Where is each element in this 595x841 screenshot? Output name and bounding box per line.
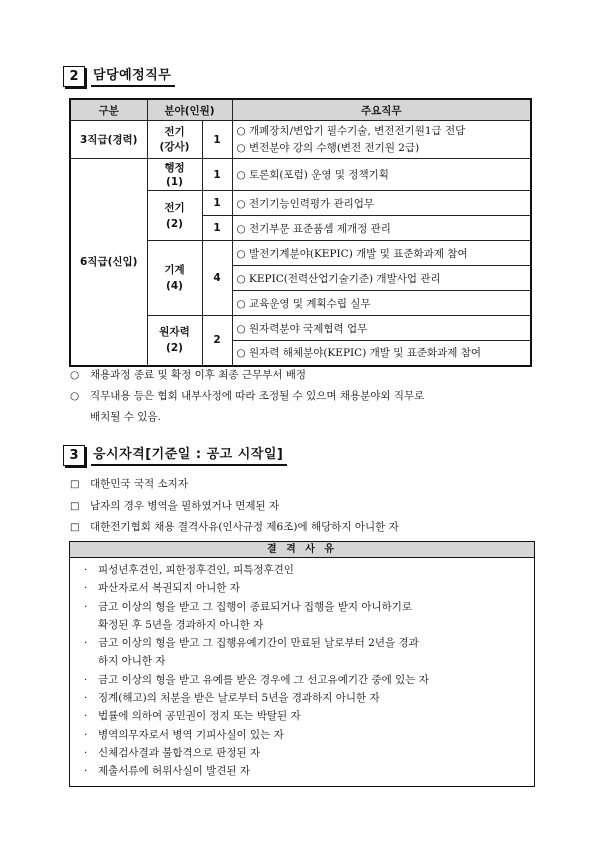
- count-cell: 1: [202, 121, 232, 159]
- duty-cell: ○ 원자력분야 국제협력 업무: [232, 316, 531, 341]
- item-text: 대한민국 국적 소지자: [90, 478, 188, 490]
- table-header-row: [70, 99, 531, 121]
- list-item: [70, 386, 540, 407]
- qualification-list: [70, 474, 399, 539]
- bullet-marker: ·: [84, 673, 88, 686]
- list-item: [70, 365, 540, 386]
- duty-cell: ○ 발전기계분야(KEPIC) 개발 및 표준화과제 참여: [232, 241, 531, 266]
- list-item: [84, 671, 528, 689]
- bullet-marker: ○: [70, 369, 80, 381]
- item-text: 하지 아니한 자: [98, 655, 166, 668]
- bullet-marker: ·: [84, 710, 88, 723]
- bullet-marker: ·: [84, 582, 88, 595]
- item-text: 징계(해고)의 처분을 받은 날로부터 5년을 경과하지 아니한 자: [98, 692, 380, 705]
- item-text: 금고 이상의 형을 받고 유예를 받은 경우에 그 선고유예기간 중에 있는 자: [98, 673, 429, 686]
- bullet-marker: [70, 407, 90, 428]
- checkbox-marker: □: [70, 479, 80, 490]
- disqualification-list: [70, 558, 534, 786]
- item-text: 금고 이상의 형을 받고 그 집행유예기간이 만료된 날로부터 2년을 경과: [98, 637, 419, 650]
- list-item: [84, 616, 528, 634]
- disqualification-title: 결 격 사 유: [70, 542, 534, 558]
- bullet-marker: ·: [84, 600, 88, 613]
- list-item: [70, 496, 399, 518]
- list-item: [84, 689, 528, 707]
- list-item: [84, 744, 528, 762]
- bullet-marker: ·: [84, 765, 88, 778]
- count-cell: 1: [202, 191, 232, 216]
- field-cell: 전기 (강사): [147, 121, 202, 159]
- item-text: 금고 이상의 형을 받고 그 집행이 종료되거나 집행을 받지 아니하기로: [98, 600, 413, 613]
- list-item: [84, 726, 528, 744]
- bullet-marker: ·: [84, 692, 88, 705]
- count-cell: 2: [202, 316, 232, 366]
- list-item: [84, 579, 528, 597]
- note-text: 채용과정 종료 및 확정 이후 최종 근무부서 배정: [90, 369, 307, 381]
- section-2-heading: [63, 64, 175, 87]
- list-item: [84, 762, 528, 780]
- section-2-notes: [70, 365, 540, 428]
- item-text: 대한전기협회 채용 결격사유(인사규정 제6조)에 해당하지 아니한 자: [90, 521, 399, 533]
- list-item: [70, 474, 399, 496]
- table-row: [70, 159, 531, 191]
- duty-table: [69, 98, 532, 367]
- bullet-marker: ·: [84, 746, 88, 759]
- bullet-marker: [84, 616, 98, 634]
- duty-line: ○ 변전분야 강의 수행(변전 전기원 2급): [236, 141, 420, 154]
- duty-cell: ○ 교육운영 및 계획수립 실무: [232, 291, 531, 316]
- field-cell: 전기 (2): [147, 191, 202, 241]
- field-cell: 원자력 (2): [147, 316, 202, 366]
- list-item: [84, 634, 528, 652]
- grade-cell: 6직급(신입): [70, 159, 147, 366]
- checkbox-marker: □: [70, 522, 80, 533]
- duty-cell: ○ 원자력 해체분야(KEPIC) 개발 및 표준화과제 참여: [232, 341, 531, 366]
- note-text: 배치될 수 있음.: [90, 411, 161, 423]
- bullet-marker: [84, 652, 98, 670]
- section-number: 3: [63, 445, 85, 466]
- field-cell: 행정 (1): [147, 159, 202, 191]
- section-title: 담당예정직무: [91, 64, 175, 87]
- duty-cell: ○ 토론회(포럼) 운영 및 정책기획: [232, 159, 531, 191]
- item-text: 법률에 의하여 공민권이 정지 또는 박탈된 자: [98, 710, 301, 723]
- bullet-marker: ○: [70, 390, 80, 402]
- field-cell: 기계 (4): [147, 241, 202, 316]
- list-item: [84, 707, 528, 725]
- section-title: 응시자격[기준일 : 공고 시작일]: [91, 443, 287, 466]
- grade-cell: 3직급(경력): [70, 121, 147, 159]
- count-cell: 1: [202, 159, 232, 191]
- section-3-heading: [63, 443, 287, 466]
- header-duty: 주요직무: [232, 99, 531, 121]
- list-item: [84, 652, 528, 670]
- disqualification-box: [69, 541, 535, 787]
- duty-cell: ○ 전기부문 표준품셈 제개정 관리: [232, 216, 531, 241]
- item-text: 남자의 경우 병역을 필하였거나 면제된 자: [90, 499, 280, 512]
- duty-cell: ○ 전기기능인력평가 관리업무: [232, 191, 531, 216]
- section-number: 2: [63, 66, 85, 87]
- note-text: 직무내용 등은 협회 내부사정에 따라 조정될 수 있으며 채용분야외 직무로: [90, 390, 425, 402]
- header-field: 분야(인원): [147, 99, 232, 121]
- item-text: 병역의무자로서 병역 기피사실이 있는 자: [98, 728, 284, 741]
- list-item: [84, 561, 528, 579]
- item-text: 파산자로서 복권되지 아니한 자: [98, 582, 240, 595]
- bullet-marker: ·: [84, 564, 88, 576]
- count-cell: 4: [202, 241, 232, 316]
- duty-cell: [232, 121, 531, 159]
- item-text: 제출서류에 허위사실이 발견된 자: [98, 765, 251, 778]
- checkbox-marker: □: [70, 500, 80, 512]
- duty-cell: ○ KEPIC(전력산업기술기준) 개발사업 관리: [232, 266, 531, 291]
- item-text: 확정된 후 5년을 경과하지 아니한 자: [98, 618, 264, 631]
- duty-line: ○ 개폐장치/변압기 필수기술, 변전전기원1급 전담: [236, 124, 466, 137]
- list-item: [84, 598, 528, 616]
- bullet-marker: ·: [84, 728, 88, 741]
- item-text: 신체검사결과 불합격으로 판정된 자: [98, 746, 261, 759]
- list-item: [70, 517, 399, 539]
- table-row: [70, 121, 531, 159]
- header-category: 구분: [70, 99, 147, 121]
- list-item: [70, 407, 540, 428]
- item-text: 피성년후견인, 피한정후견인, 피특정후견인: [98, 564, 294, 576]
- bullet-marker: ·: [84, 637, 88, 650]
- count-cell: 1: [202, 216, 232, 241]
